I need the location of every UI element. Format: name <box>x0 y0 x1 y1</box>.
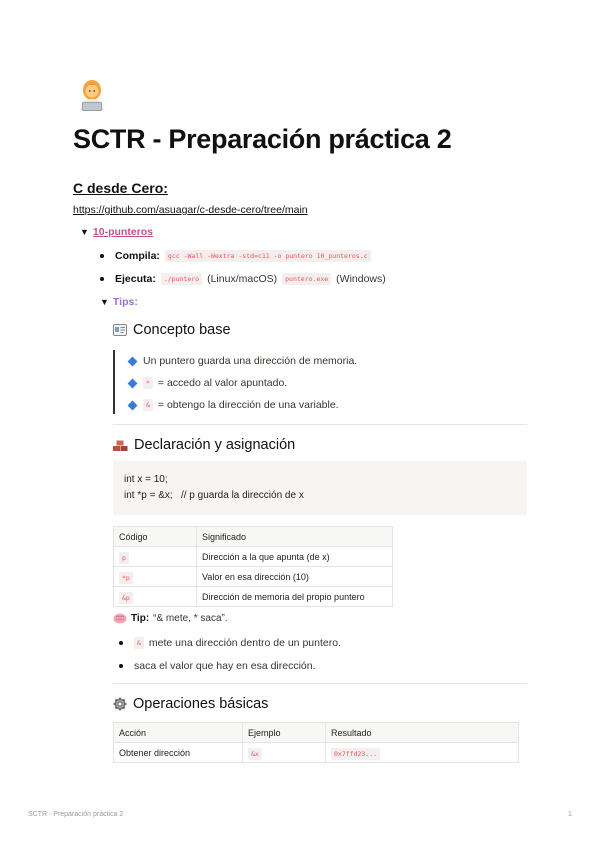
toggle-label[interactable]: 10-punteros <box>92 226 154 238</box>
run-unix-code: ./puntero <box>161 273 202 285</box>
page-title: SCTR - Preparación práctica 2 <box>73 124 452 154</box>
operaciones-heading-text: Operaciones básicas <box>133 696 269 712</box>
quote-line <box>127 350 357 372</box>
quote-text: = accedo al valor apuntado. <box>157 377 288 389</box>
quote-line <box>127 394 357 416</box>
brain-icon <box>113 613 127 624</box>
table-cell: Dirección de memoria del propio puntero <box>197 587 393 607</box>
pointer-table <box>113 526 393 607</box>
declaracion-heading-text: Declaración y asignación <box>134 437 296 453</box>
bullet-icon <box>119 641 123 645</box>
toggle-tips[interactable] <box>100 296 138 308</box>
tips-label[interactable]: Tips: <box>112 296 138 308</box>
blue-diamond-icon <box>128 356 138 366</box>
run-unix-text: (Linux/macOS) <box>207 273 278 285</box>
operaciones-table <box>113 722 519 763</box>
table-row <box>114 743 519 763</box>
list-item-compila <box>100 250 371 262</box>
table-header: Significado <box>197 527 393 547</box>
table-cell: Dirección a la que apunta (de x) <box>197 547 393 567</box>
code-line: int x = 10; <box>124 474 168 485</box>
address-of-code: & <box>143 399 153 411</box>
table-cell-code: &p <box>119 592 133 604</box>
table-row <box>114 547 393 567</box>
section-heading: C desde Cero: <box>73 180 168 196</box>
table-cell: Valor en esa dirección (10) <box>197 567 393 587</box>
repo-link[interactable]: https://github.com/asuagar/c-desde-cero/tree/main <box>73 204 308 216</box>
compile-command-code: gcc -Wall -Wextra -std=c11 -o puntero 10_punteros.c <box>165 250 371 262</box>
run-windows-code: puntero.exe <box>282 273 331 285</box>
toggle-triangle-icon[interactable]: ▼ <box>100 297 109 307</box>
concepto-heading <box>113 322 231 338</box>
bullet-text: saca el valor que hay en esa dirección. <box>134 660 316 672</box>
gear-icon <box>113 697 127 711</box>
id-card-icon <box>113 324 127 336</box>
table-cell: Obtener dirección <box>114 743 243 763</box>
toggle-triangle-icon[interactable]: ▼ <box>80 227 89 237</box>
table-header: Resultado <box>326 723 519 743</box>
table-row <box>114 587 393 607</box>
code-block <box>113 461 527 515</box>
bullet-icon <box>100 277 104 281</box>
operaciones-heading <box>113 696 268 712</box>
list-item <box>119 660 316 672</box>
concepto-quote <box>113 350 357 414</box>
tip-text: “& mete, * saca”. <box>153 613 228 624</box>
bullet-text: mete una dirección dentro de un puntero. <box>148 637 341 649</box>
bullet-icon <box>119 664 123 668</box>
technologist-emoji-icon <box>74 76 110 112</box>
table-header: Ejemplo <box>243 723 326 743</box>
ampersand-code: & <box>134 637 144 649</box>
compila-label: Compila: <box>115 250 160 262</box>
run-windows-text: (Windows) <box>336 273 386 285</box>
deref-code: * <box>143 377 153 389</box>
table-cell-code: &x <box>248 748 262 760</box>
page-number: 1 <box>568 811 572 818</box>
table-header: Acción <box>114 723 243 743</box>
tip-label: Tip: <box>131 613 150 624</box>
blue-diamond-icon <box>128 400 138 410</box>
list-item-ejecuta <box>100 273 386 285</box>
ejecuta-label: Ejecuta: <box>115 273 156 285</box>
table-row <box>114 567 393 587</box>
bricks-icon <box>113 439 128 452</box>
divider <box>113 424 527 425</box>
footer-title: SCTR - Preparación práctica 2 <box>28 811 124 818</box>
table-cell-code: 0x7ffd23... <box>331 748 380 760</box>
code-line: int *p = &x; // p guarda la dirección de x <box>124 490 304 501</box>
table-header: Código <box>114 527 197 547</box>
declaracion-heading <box>113 437 295 453</box>
table-cell-code: p <box>119 552 129 564</box>
quote-text: = obtengo la dirección de una variable. <box>157 399 339 411</box>
blue-diamond-icon <box>128 378 138 388</box>
divider <box>113 683 527 684</box>
list-item <box>119 637 341 649</box>
bullet-icon <box>100 254 104 258</box>
table-cell-code: *p <box>119 572 133 584</box>
quote-line <box>127 372 357 394</box>
concepto-heading-text: Concepto base <box>133 322 231 338</box>
quote-text: Un puntero guarda una dirección de memoria. <box>143 355 358 367</box>
tip-line <box>113 613 228 624</box>
toggle-punteros[interactable] <box>80 226 153 238</box>
